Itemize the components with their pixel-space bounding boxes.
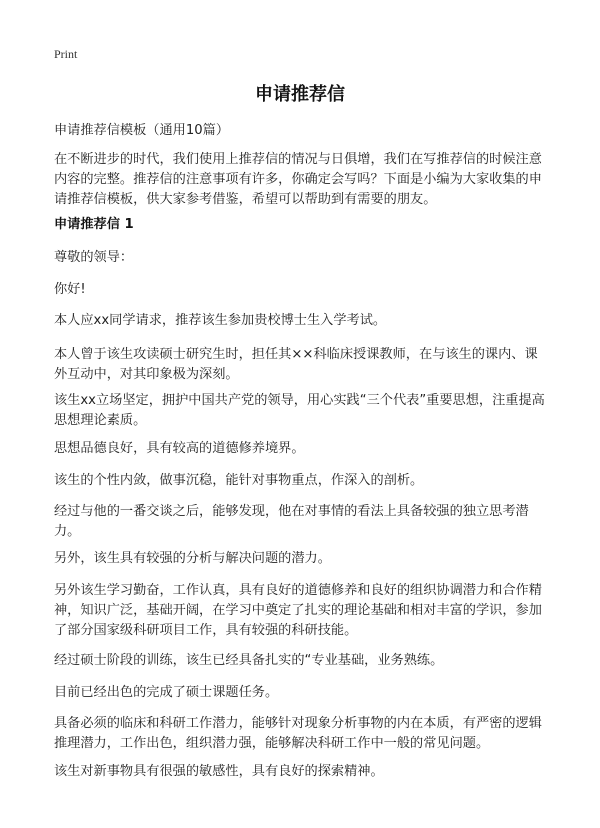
print-label: Print xyxy=(54,47,78,61)
body-paragraph: 该生的个性内敛，做事沉稳，能针对事物重点，作深入的剖析。 xyxy=(54,473,424,488)
body-paragraph: 目前已经出色的完成了硕士课题任务。 xyxy=(54,685,279,700)
intro-paragraph: 在不断进步的时代，我们使用上推荐信的情况与日俱增，我们在写推荐信的时候注意内容的完整。推荐信的注意事项有许多，你确定会写吗？下面是小编为大家收集的申请推荐信模板，供大家参考借鉴，希望可以帮助到有需要的朋友。 xyxy=(54,152,542,207)
body-paragraph: 思想品德良好，具有较高的道德修养境界。 xyxy=(54,441,305,456)
section-heading: 申请推荐信 1 xyxy=(54,217,134,232)
body-paragraph: 经过与他的一番交谈之后，能够发现，他在对事情的看法上具备较强的独立思考潜力。 xyxy=(54,504,529,539)
body-paragraph: 本人应xx同学请求，推荐该生参加贵校博士生入学考试。 xyxy=(54,313,387,328)
body-paragraph: 该生对新事物具有很强的敏感性，具有良好的探索精神。 xyxy=(54,764,384,779)
document-title: 申请推荐信 xyxy=(255,84,345,105)
greeting: 你好! xyxy=(54,282,86,297)
body-paragraph: 具备必须的临床和科研工作潜力，能够针对现象分析事物的内在本质，有严密的逻辑推理潜力，工作出色，组织潜力强，能够解决科研工作中一般的常见问题。 xyxy=(54,716,542,751)
body-paragraph: 本人曾于该生攻读硕士研究生时，担任其××科临床授课教师，在与该生的课内、课外互动中，对其印象极为深刻。 xyxy=(54,347,538,382)
subtitle-paragraph: 申请推荐信模板（通用10篇） xyxy=(54,123,230,138)
body-paragraph: 经过硕士阶段的训练，该生已经具备扎实的“专业基础，业务熟练。 xyxy=(54,653,444,668)
salutation: 尊敬的领导： xyxy=(54,250,134,265)
body-paragraph: 该生xx立场坚定，拥护中国共产党的领导，用心实践“三个代表”重要思想，注重提高思想理论素质。 xyxy=(54,393,545,428)
body-paragraph: 另外该生学习勤奋，工作认真，具有良好的道德修养和良好的组织协调潜力和合作精神，知识广泛，基础开阔，在学习中奠定了扎实的理论基础和相对丰富的学识，参加了部分国家级科研项目工作，具有较强的科研技能。 xyxy=(54,583,542,638)
body-paragraph: 另外，该生具有较强的分析与解决问题的潜力。 xyxy=(54,551,331,566)
